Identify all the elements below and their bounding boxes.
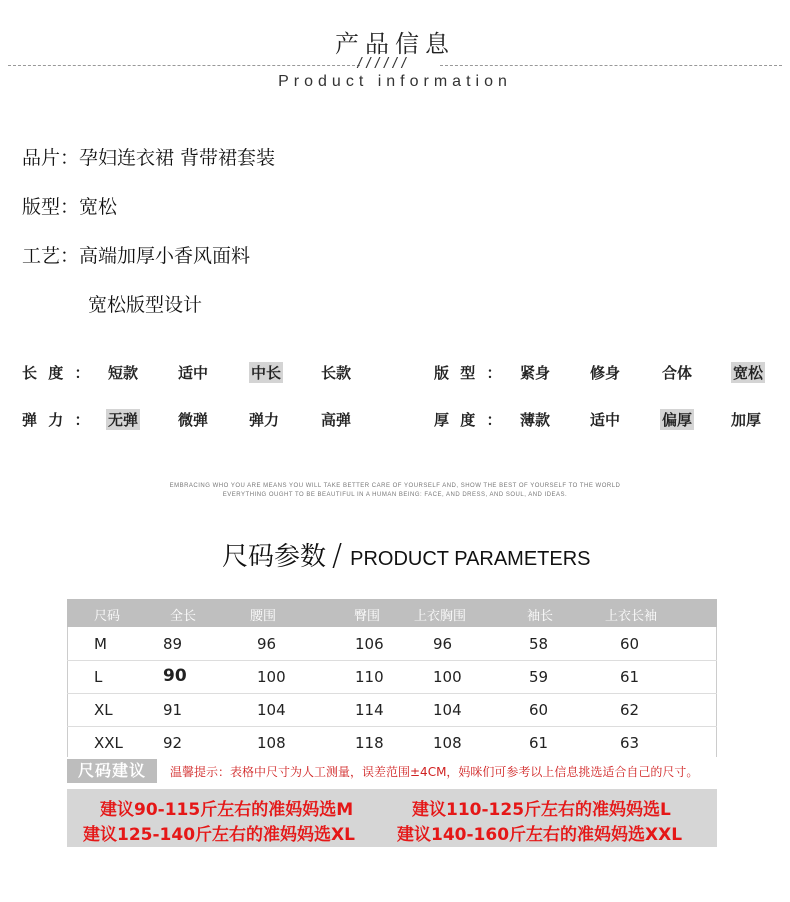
attr-length-opt-short: 短款	[108, 364, 139, 382]
header-divider-left	[8, 65, 360, 66]
info-value: 宽松	[79, 196, 118, 218]
attr-fit-opt-tight: 紧身	[520, 364, 551, 382]
header-divider-right	[440, 65, 782, 66]
attr-length-opt-midlong: 中长	[251, 364, 282, 382]
page-subtitle: Product information	[278, 73, 512, 90]
cell-top-length: 61	[620, 668, 640, 686]
size-advice-badge: 尺码建议	[67, 759, 157, 783]
cell-hip: 110	[355, 668, 384, 686]
size-table	[67, 599, 717, 759]
cell-waist: 104	[257, 701, 286, 719]
size-title-en: PRODUCT PARAMETERS	[350, 548, 591, 570]
cell-top-length: 60	[620, 635, 640, 653]
cell-bust: 96	[433, 635, 453, 653]
slogan	[0, 482, 790, 500]
cell-sleeve: 61	[529, 734, 549, 752]
slogan-line-1: EMBRACING WHO YOU ARE MEANS YOU WILL TAKE BETTER CARE OF YOURSELF AND, SHOW THE BEST OF YOURSELF TO THE WORLD	[169, 483, 621, 489]
attr-stretch-opt-stretch: 弹力	[249, 411, 280, 429]
attr-length-opt-medium: 适中	[178, 364, 209, 382]
table-row	[67, 693, 717, 727]
col-header-length: 全长	[170, 609, 197, 624]
attr-fit-opt-slim: 修身	[590, 364, 621, 382]
attr-thickness-opt-thin: 薄款	[520, 411, 551, 429]
info-value: 宽松版型设计	[88, 294, 203, 316]
attr-stretch-opt-high: 高弹	[321, 411, 352, 429]
cell-length: 90	[163, 666, 187, 686]
slogan-line-2: EVERYTHING OUGHT TO BE BEAUTIFUL IN A HUMAN BEING: FACE, AND DRESS, AND SOUL, AND IDEAS.	[222, 492, 568, 498]
info-value: 高端加厚小香风面料	[79, 245, 251, 267]
size-table-header	[67, 599, 717, 627]
attr-thickness-opt-medium: 适中	[590, 411, 621, 429]
cell-bust: 100	[433, 668, 462, 686]
cell-size: XL	[94, 701, 113, 719]
attr-stretch-opt-slight: 微弹	[178, 411, 209, 429]
cell-hip: 118	[355, 734, 384, 752]
cell-top-length: 63	[620, 734, 640, 752]
col-header-sleeve: 袖长	[527, 609, 554, 624]
col-header-hip: 臀围	[354, 609, 381, 624]
cell-hip: 106	[355, 635, 384, 653]
info-line-fit	[22, 192, 117, 219]
info-label: 工艺：	[22, 245, 80, 267]
table-row	[67, 627, 717, 661]
cell-length: 91	[163, 701, 183, 719]
cell-hip: 114	[355, 701, 384, 719]
info-line-craft-2	[88, 290, 202, 317]
info-label: 品片：	[22, 147, 80, 169]
size-advice-note: 温馨提示：表格中尺寸为人工测量，误差范围±4CM，妈咪们可参考以上信息挑选适合自己的尺寸。	[170, 765, 699, 779]
attr-stretch-opt-none: 无弹	[108, 411, 139, 429]
attr-thickness-opt-extra: 加厚	[731, 411, 762, 429]
col-header-top-length: 上衣长袖	[605, 609, 658, 624]
info-label: 版型：	[22, 196, 80, 218]
cell-sleeve: 60	[529, 701, 549, 719]
attr-thickness-label: 厚 度 ：	[434, 411, 505, 429]
advice-line-xxl: 建议140-160斤左右的准妈妈选XXL	[397, 825, 683, 845]
info-value: 孕妇连衣裙 背带裙套装	[79, 147, 276, 169]
table-row	[67, 660, 717, 694]
attr-stretch-label: 弹 力 ：	[22, 411, 93, 429]
page-title: 产品信息	[335, 30, 455, 58]
cell-sleeve: 58	[529, 635, 549, 653]
attr-fit-label: 版 型 ：	[434, 364, 505, 382]
col-header-size: 尺码	[94, 609, 121, 624]
attr-fit-opt-loose: 宽松	[733, 364, 764, 382]
cell-size: XXL	[94, 734, 123, 752]
advice-line-xl: 建议125-140斤左右的准妈妈选XL	[83, 825, 355, 845]
info-line-style	[22, 143, 275, 170]
cell-waist: 108	[257, 734, 286, 752]
cell-size: L	[94, 668, 103, 686]
size-title-slash: /	[332, 538, 343, 573]
header-slash-mark: //////	[356, 56, 409, 71]
cell-top-length: 62	[620, 701, 640, 719]
cell-bust: 104	[433, 701, 462, 719]
advice-line-m: 建议90-115斤左右的准妈妈选M	[100, 800, 354, 820]
cell-sleeve: 59	[529, 668, 549, 686]
info-line-craft	[22, 241, 250, 268]
size-title-cn: 尺码参数	[222, 542, 327, 572]
attr-thickness-opt-thick: 偏厚	[662, 411, 693, 429]
attr-length-label: 长 度 ：	[22, 364, 93, 382]
col-header-bust: 上衣胸围	[414, 609, 467, 624]
attr-fit-opt-regular: 合体	[662, 364, 693, 382]
cell-bust: 108	[433, 734, 462, 752]
cell-size: M	[94, 635, 107, 653]
attr-length-opt-long: 长款	[321, 364, 352, 382]
advice-line-l: 建议110-125斤左右的准妈妈选L	[412, 800, 671, 820]
cell-length: 92	[163, 734, 183, 752]
cell-length: 89	[163, 635, 183, 653]
cell-waist: 100	[257, 668, 286, 686]
col-header-waist: 腰围	[250, 609, 277, 624]
size-advice-box	[67, 789, 717, 847]
size-section-title	[222, 536, 591, 573]
cell-waist: 96	[257, 635, 277, 653]
table-row	[67, 726, 717, 759]
